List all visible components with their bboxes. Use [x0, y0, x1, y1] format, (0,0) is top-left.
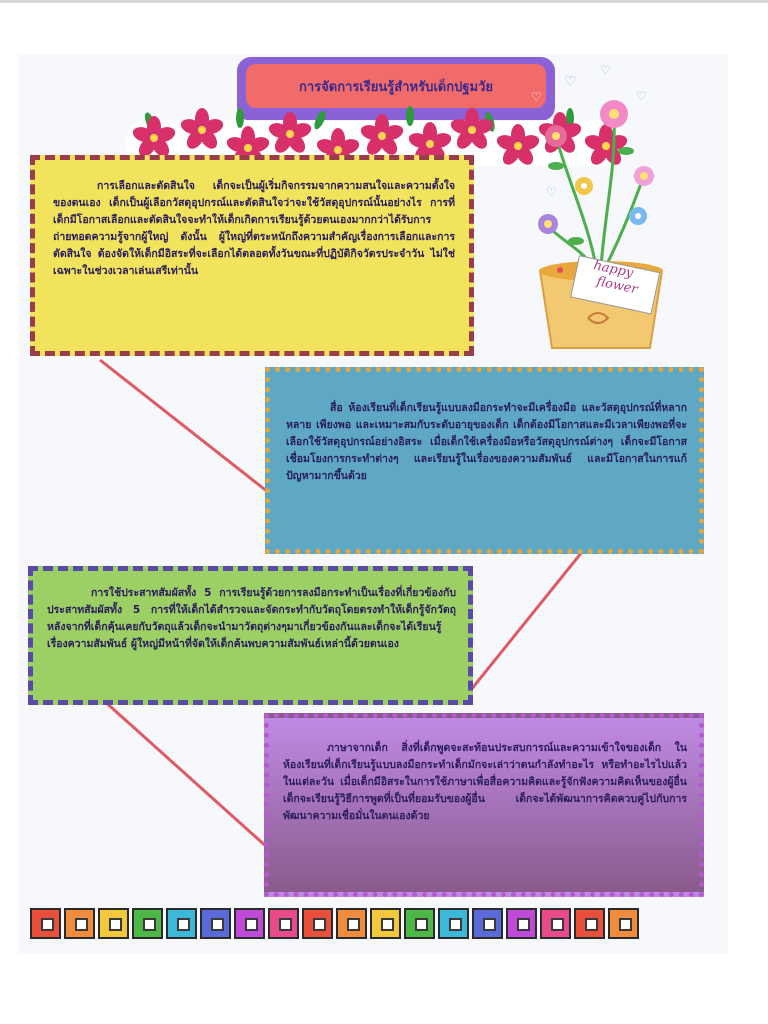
svg-text:♡: ♡ — [600, 63, 611, 77]
connector-line-1 — [100, 360, 268, 492]
border-tile — [404, 908, 435, 939]
border-tile — [200, 908, 231, 939]
border-tile — [506, 908, 537, 939]
border-tile — [302, 908, 333, 939]
connector-line-2 — [466, 552, 582, 696]
border-tile — [30, 908, 61, 939]
border-tile — [98, 908, 129, 939]
section-five-senses — [28, 566, 473, 705]
border-tile — [268, 908, 299, 939]
border-tile — [540, 908, 571, 939]
heart-icon: ♡ — [531, 90, 542, 104]
pot-label-line1: happy — [592, 258, 635, 282]
border-tile — [370, 908, 401, 939]
section-choice-decision — [30, 155, 474, 356]
section-materials — [265, 367, 704, 554]
page-title: การจัดการเรียนรู้สำหรับเด็กปฐมวัย — [299, 79, 493, 95]
border-tile — [234, 908, 265, 939]
border-tile — [132, 908, 163, 939]
section-text: ภาษาจากเด็ก สิ่งที่เด็กพูดจะสะท้อนประสบการณ์และความเข้าใจของเด็ก ในห้องเรียนที่เด็กเรียนรู้แบบลงมือกระทำเด็กมักจะเล่าว่าตนกำลังทำอะไร หรือทำอะไรไปแล้วในแต่ละวัน เมื่อเด็กมีอิสระในการใช้ภาษาเพื่อสื่อความคิดและรู้จักฟังความคิดเห็นของผู้อื่น เด็กจะเรียนรู้วิธีการพูดที่เป็นที่ยอมรับของผู้อื่น เด็กจะได้พัฒนาการคิดควบคู่ไปกับการพัฒนาความเชื่อมั่นในตนเองด้วย — [283, 742, 687, 822]
border-tile — [574, 908, 605, 939]
flower-pot-illustration — [526, 56, 676, 356]
section-child-language — [264, 713, 704, 897]
border-tile — [438, 908, 469, 939]
pot-label-line2: flower — [595, 274, 639, 298]
svg-text:♡: ♡ — [564, 74, 577, 90]
connector-line-3 — [92, 690, 268, 848]
svg-text:♡: ♡ — [546, 185, 557, 199]
border-tile — [64, 908, 95, 939]
section-text: การเลือกและตัดสินใจ เด็กจะเป็นผู้เริ่มกิจกรรมจากความสนใจและความตั้งใจของตนเอง เด็กเป็นผู้เลือกวัสดุอุปกรณ์และตัดสินใจว่าจะใช้วัสดุอุปกรณ์นั้นอย่างไร การที่เด็กมีโอกาสเลือกและตัดสินใจจะทำให้เด็กเกิดการเรียนรู้ด้วยตนเองมากกว่าได้รับการถ่ายทอดความรู้จากผู้ใหญ่ ดังนั้น ผู้ใหญ่ที่ตระหนักถึงความสำคัญเรื่องการเลือกและการตัดสินใจ ต้องจัดให้เด็กมีอิสระที่จะเลือกได้ตลอดทั้งวันขณะที่ปฏิบัติกิจวัตรประจำวัน ไม่ใช่เฉพาะในช่วงเวลาเล่นเสรีเท่านั้น — [53, 180, 455, 277]
border-tile — [472, 908, 503, 939]
border-tile — [336, 908, 367, 939]
border-tile — [608, 908, 639, 939]
section-text: การใช้ประสาทสัมผัสทั้ง 5 การเรียนรู้ด้วยการลงมือกระทำเป็นเรื่องที่เกี่ยวข้องกับประสาทสัมผัสทั้ง 5 การที่ให้เด็กได้สำรวจและจัดกระทำกับวัตถุโดยตรงทำให้เด็กรู้จักวัตถุ หลังจากที่เด็กคุ้นเคยกับวัตถุแล้วเด็กจะนำมาวัตถุต่างๆมาเกี่ยวข้องกันและเด็กจะได้เรียนรู้เรื่องความสัมพันธ์ ผู้ใหญ่มีหน้าที่จัดให้เด็กค้นพบความสัมพันธ์เหล่านี้ด้วยตนเอง — [47, 587, 456, 650]
decorative-tile-border — [30, 908, 639, 939]
section-text: สื่อ ห้องเรียนที่เด็กเรียนรู้แบบลงมือกระทำจะมีเครื่องมือ และวัสดุอุปกรณ์ที่หลากหลาย เพียงพอ และเหมาะสมกับระดับอายุของเด็ก เด็กต้องมีโอกาสและมีเวลาเพียงพอที่จะเลือกใช้วัสดุอุปกรณ์อย่างอิสระ เมื่อเด็กใช้เครื่องมือหรือวัสดุอุปกรณ์ต่างๆ เด็กจะมีโอกาสเชื่อมโยงการกระทำต่างๆ และเรียนรู้ในเรื่องของความสัมพันธ์ และมีโอกาสในการแก้ปัญหามากขึ้นด้วย — [286, 402, 687, 482]
svg-text:♡: ♡ — [636, 89, 647, 103]
border-tile — [166, 908, 197, 939]
